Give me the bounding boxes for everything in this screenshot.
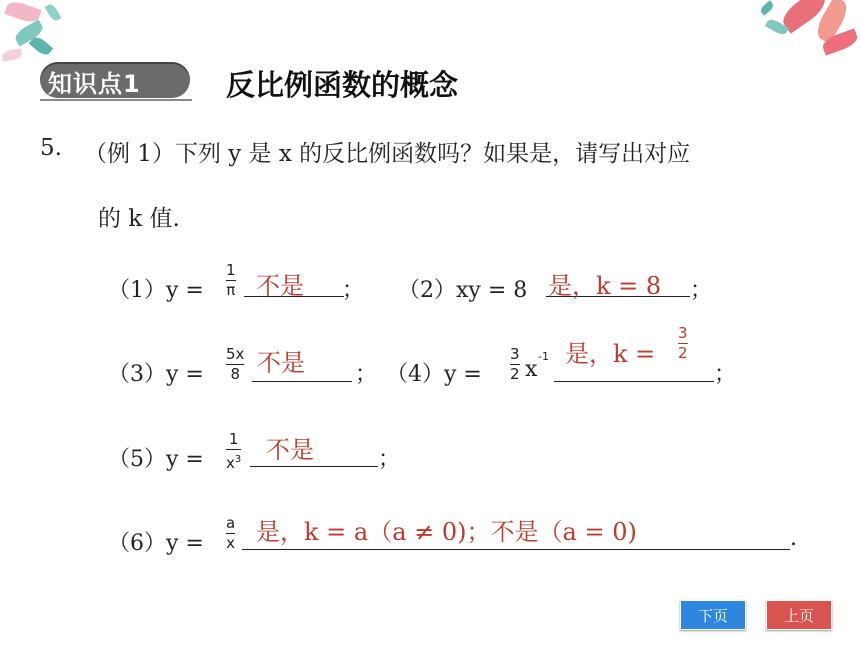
item-3-answer-blank bbox=[252, 381, 352, 382]
question-line-1: （例 1）下列 y 是 x 的反比例函数吗？如果是，请写出对应 bbox=[84, 141, 691, 167]
item-6-numerator: a bbox=[226, 514, 236, 532]
item-4-end: ； bbox=[714, 362, 737, 387]
item-5-answer-blank bbox=[250, 466, 378, 467]
item-3-end: ； bbox=[355, 362, 378, 387]
item-4-exponent: -1 bbox=[538, 350, 549, 363]
item-3-answer: 不是 bbox=[257, 349, 305, 377]
item-5-label: （5）y = bbox=[108, 447, 204, 472]
item-1-end: ； bbox=[342, 278, 365, 303]
question-line-2: 的 k 值. bbox=[98, 206, 180, 232]
item-5-numerator: 1 bbox=[228, 430, 239, 448]
item-3-numerator: 5x bbox=[226, 345, 245, 363]
item-4-coef-denominator: 2 bbox=[510, 365, 520, 384]
item-6-answer: 是，k = a（a ≠ 0)；不是（a = 0) bbox=[256, 518, 637, 546]
item-6-end: . bbox=[790, 526, 797, 551]
item-5-denominator-exponent: 3 bbox=[234, 454, 242, 466]
item-3-denominator: 8 bbox=[230, 365, 240, 384]
item-6-answer-blank bbox=[242, 549, 790, 550]
item-2-answer: 是，k = 8 bbox=[548, 272, 662, 300]
item-6-fraction bbox=[226, 515, 235, 552]
item-5-answer: 不是 bbox=[266, 436, 314, 464]
item-6-denominator: x bbox=[226, 534, 236, 553]
item-4-answer-denominator: 2 bbox=[678, 344, 688, 363]
previous-page-button[interactable]: 上页 bbox=[766, 600, 832, 630]
item-5-end: ； bbox=[378, 447, 401, 472]
item-5-fraction bbox=[226, 431, 241, 472]
item-4-label: （4）y = bbox=[386, 362, 482, 387]
item-4-answer-prefix: 是，k = bbox=[565, 340, 656, 368]
leaf-decoration-top-right bbox=[760, 0, 860, 70]
next-page-button[interactable]: 下页 bbox=[680, 600, 746, 630]
page-title: 反比例函数的概念 bbox=[226, 68, 459, 102]
item-5-denominator: $x^3$ bbox=[226, 454, 242, 473]
item-1-answer: 不是 bbox=[256, 272, 304, 300]
item-4-answer-fraction bbox=[678, 325, 688, 362]
item-3-fraction bbox=[226, 346, 244, 383]
item-1-label: （1）y = bbox=[108, 278, 204, 303]
item-4-answer-blank bbox=[554, 381, 714, 382]
item-4-answer-numerator: 3 bbox=[678, 324, 688, 342]
badge-underline bbox=[40, 99, 192, 101]
item-2-end: ； bbox=[690, 278, 713, 303]
item-1-fraction bbox=[226, 262, 236, 299]
item-1-denominator: π bbox=[226, 281, 236, 300]
question-number: 5. bbox=[40, 135, 62, 161]
item-3-label: （3）y = bbox=[108, 362, 204, 387]
badge-label: 知识点1 bbox=[48, 70, 141, 98]
item-2-label: （2）xy = 8 bbox=[398, 278, 528, 303]
item-4-coef-numerator: 3 bbox=[510, 345, 520, 363]
item-6-label: （6）y = bbox=[108, 531, 204, 556]
item-4-coefficient bbox=[510, 346, 520, 383]
item-1-numerator: 1 bbox=[226, 261, 236, 279]
item-4-variable: x bbox=[525, 357, 538, 382]
